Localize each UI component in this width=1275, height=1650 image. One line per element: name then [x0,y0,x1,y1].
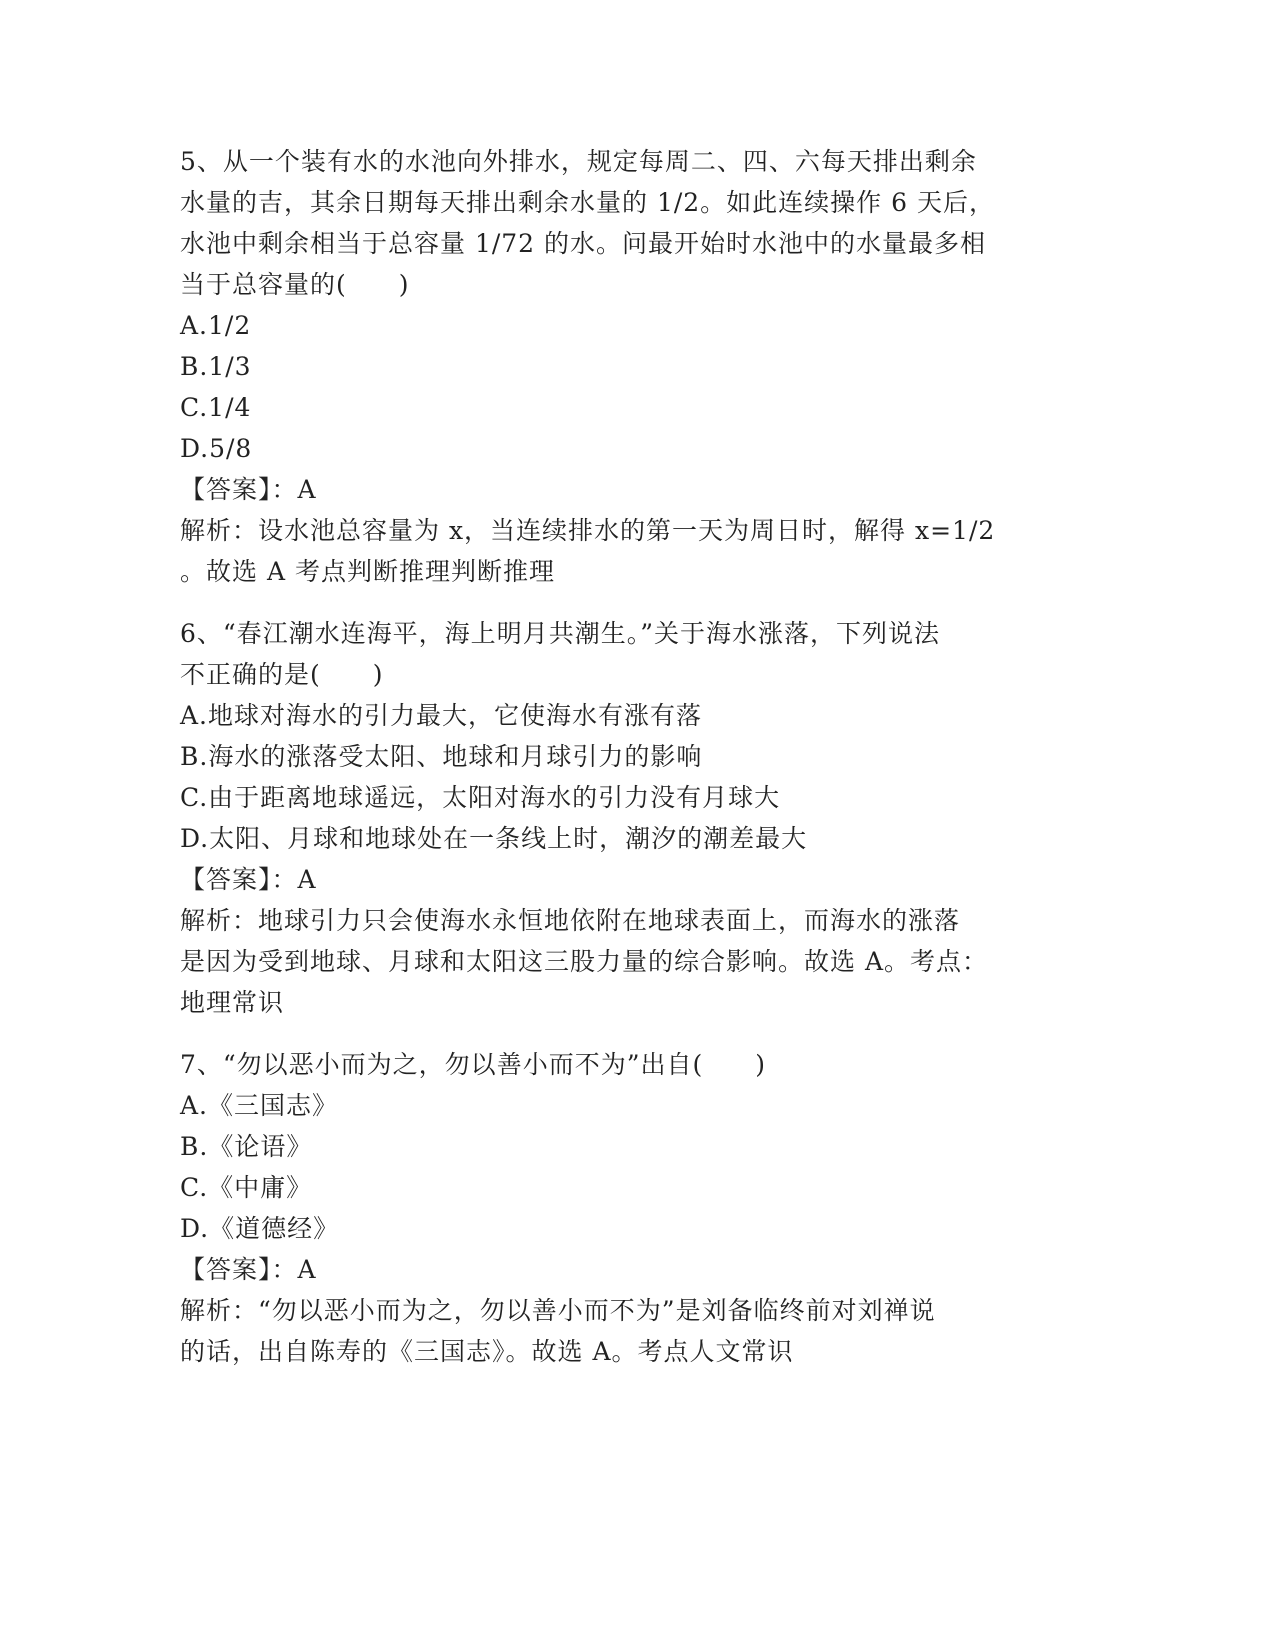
analysis-line: 解析：地球引力只会使海水永恒地依附在地球表面上，而海水的涨落 [180,906,961,935]
option-d: D.太阳、月球和地球处在一条线上时，潮汐的潮差最大 [180,824,808,853]
option-a: A.地球对海水的引力最大，它使海水有涨有落 [180,701,703,730]
option-b: B.1/3 [180,352,252,381]
option-a: A.《三国志》 [180,1091,339,1120]
answer-label: 【答案】：A [180,865,317,894]
question-stem-line: 6、“春江潮水连海平，海上明月共潮生。”关于海水涨落，下列说法 [180,619,940,648]
option-c: C.《中庸》 [180,1173,313,1202]
question-stem-line: 7、“勿以恶小而为之，勿以善小而不为”出自( ) [180,1050,766,1079]
question-6 [180,613,1080,1023]
analysis-line: 解析：设水池总容量为 x，当连续排水的第一天为周日时，解得 x=1/2 [180,516,996,545]
question-stem-line: 水池中剩余相当于总容量 1/72 的水。问最开始时水池中的水量最多相 [180,229,987,258]
document-page [180,141,1080,1372]
question-stem-line: 当于总容量的( ) [180,270,410,299]
analysis-line: 是因为受到地球、月球和太阳这三股力量的综合影响。故选 A。考点： [180,947,989,976]
question-stem-line: 5、从一个装有水的水池向外排水，规定每周二、四、六每天排出剩余 [180,147,977,176]
question-7 [180,1044,1080,1372]
question-stem-line: 水量的吉，其余日期每天排出剩余水量的 1/2。如此连续操作 6 天后， [180,188,995,217]
analysis-line: 的话，出自陈寿的《三国志》。故选 A。考点人文常识 [180,1337,794,1366]
answer-label: 【答案】：A [180,1255,317,1284]
option-d: D.5/8 [180,434,253,463]
question-stem-line: 不正确的是( ) [180,660,384,689]
option-c: C.1/4 [180,393,252,422]
option-a: A.1/2 [180,311,252,340]
analysis-line: 地理常识 [180,988,285,1017]
question-spacer [180,1023,1080,1044]
option-b: B.海水的涨落受太阳、地球和月球引力的影响 [180,742,703,771]
analysis-line: 解析：“勿以恶小而为之，勿以善小而不为”是刘备临终前对刘禅说 [180,1296,936,1325]
option-d: D.《道德经》 [180,1214,340,1243]
option-b: B.《论语》 [180,1132,313,1161]
answer-label: 【答案】：A [180,475,317,504]
question-5 [180,141,1080,592]
option-c: C.由于距离地球遥远，太阳对海水的引力没有月球大 [180,783,781,812]
analysis-line: 。故选 A 考点判断推理判断推理 [180,557,555,586]
question-spacer [180,592,1080,613]
